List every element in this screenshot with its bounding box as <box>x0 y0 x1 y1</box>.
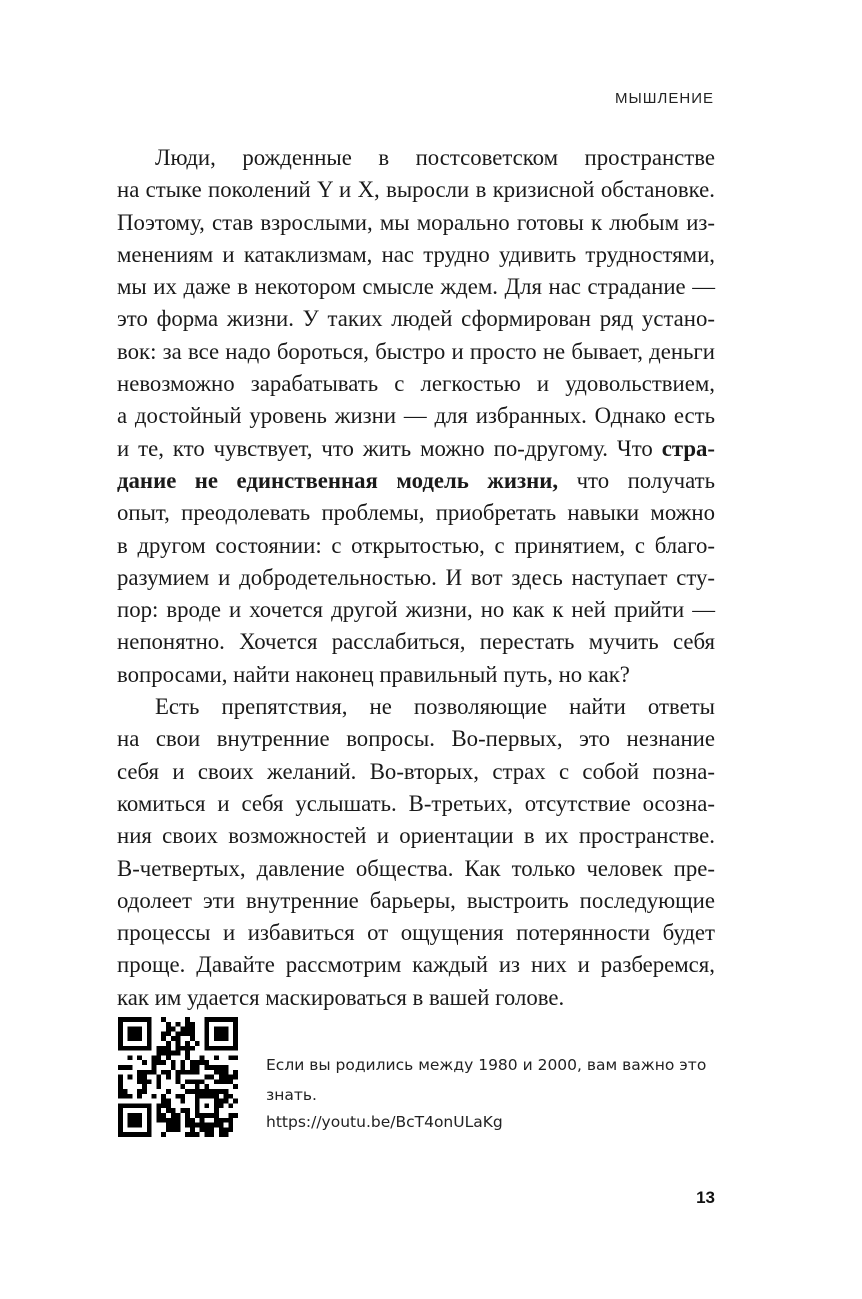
video-link[interactable]: https://youtu.be/BcT4onULaKg <box>266 1113 503 1131</box>
text-line: процессы и избавиться от ощущения потерянности будет <box>117 920 715 946</box>
text-line: менениям и катаклизмам, нас трудно удивить трудностями, <box>117 241 715 267</box>
text-line: это форма жизни. У таких людей сформирован ряд устано- <box>117 306 715 332</box>
text-line: пор: вроде и хочется другой жизни, но как к ней прийти — <box>117 597 715 623</box>
text-line: вок: за все надо бороться, быстро и просто не бывает, деньги <box>117 338 715 364</box>
text-line: себя и своих желаний. Во-вторых, страх с собой позна- <box>117 758 715 784</box>
text-line: Поэтому, став взрослыми, мы морально готовы к любым из- <box>117 209 715 235</box>
body-text <box>117 142 715 1014</box>
bold-phrase: дание не единственная модель жизни, <box>117 467 559 493</box>
text-line: одолеет эти внутренние барьеры, выстроить последующие <box>117 887 715 913</box>
text-line: мы их даже в некотором смысле ждем. Для нас страдание — <box>117 274 715 300</box>
text-line: на стыке поколений Y и X, выросли в кризисной обстановке. <box>117 177 715 203</box>
text-line: Есть препятствия, не позволяющие найти ответы <box>155 694 715 720</box>
text-line: разумием и добродетельностью. И вот здесь наступает сту- <box>117 564 715 590</box>
text-line: вопросами, найти наконец правильный путь, но как? <box>117 661 630 687</box>
page-number: 13 <box>696 1188 715 1207</box>
text-segment: и те, кто чувствует, что жить можно по-другому. Что <box>117 435 662 461</box>
bold-phrase-start: стра- <box>661 435 715 461</box>
text-line: а достойный уровень жизни — для избранных. Однако есть <box>117 403 715 429</box>
text-line: комиться и себя услышать. В-третьих, отсутствие осозна- <box>117 790 715 816</box>
text-line: ния своих возможностей и ориентации в их пространстве. <box>117 823 715 849</box>
text-line: проще. Давайте рассмотрим каждый из них и разберемся, <box>117 952 715 978</box>
footnote-text: Если вы родились между 1980 и 2000, вам важно это знать. <box>266 1056 707 1104</box>
text-line: на свои внутренние вопросы. Во-первых, это незнание <box>117 726 715 752</box>
text-line: как им удается маскироваться в вашей голове. <box>117 984 565 1010</box>
text-line: в другом состоянии: с открытостью, с принятием, с благо- <box>117 532 715 558</box>
text-line: непонятно. Хочется расслабиться, перестать мучить себя <box>117 629 715 655</box>
running-header: МЫШЛЕНИЕ <box>615 90 714 107</box>
qr-code-icon[interactable] <box>118 1017 238 1137</box>
text-line: невозможно зарабатывать с легкостью и удовольствием, <box>117 371 715 397</box>
text-line: Люди, рожденные в постсоветском пространстве <box>155 145 715 170</box>
text-line <box>117 465 715 497</box>
text-line: В-четвертых, давление общества. Как только человек пре- <box>117 855 715 881</box>
text-line: опыт, преодолевать проблемы, приобретать навыки можно <box>117 500 715 526</box>
text-segment: что получать <box>558 467 715 493</box>
text-line <box>117 433 715 465</box>
